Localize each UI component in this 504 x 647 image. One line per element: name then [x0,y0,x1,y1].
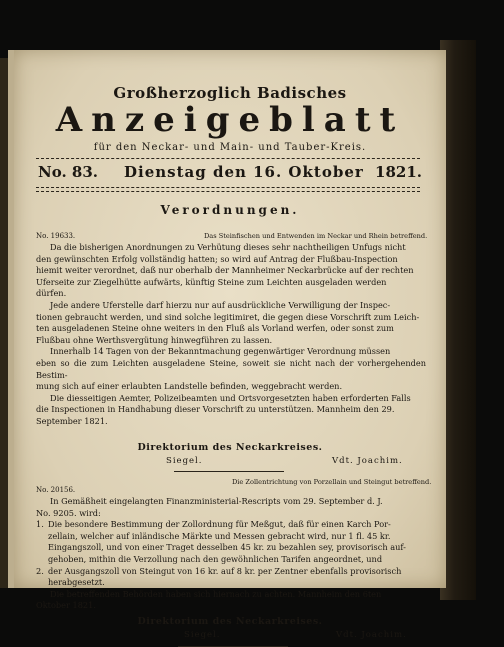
decree2-line: zellain, welcher auf inländische Märkte und Messen gebracht wird, nur 1 fl. 45 kr. [48,530,391,541]
decree1-line: dürfen. [36,288,67,299]
decree1-line: Innerhalb 14 Tagen von der Bekanntmachung gegenwärtiger Verordnung müssen [50,346,391,357]
decree1-line: den gewünschten Erfolg vollständig hatten; so wird auf Antrag der Flußbau-Inspection [36,253,398,264]
decree2-item-number: 1. [36,519,44,530]
issue-row [38,163,422,185]
masthead-title: Anzeigeblatt [55,100,405,140]
mid-rule [36,187,420,188]
section-title: Verordnungen. [160,203,300,217]
decree1-line: Jede andere Uferstelle darf hierzu nur auf ausdrückliche Verwilligung der Inspec- [50,299,391,310]
decree2-signature-org: Direktorium des Neckarkreises. [137,616,323,627]
decree1-line: die Inspectionen in Handhabung dieser Vorschrift zu unterstützen. Mannheim den 29. [36,404,395,415]
decree2-line: Die besondere Bestimmung der Zollordnung für Meßgut, daß für einen Karch Por- [48,519,391,530]
decree1-number: No. 19633. [36,232,76,240]
masthead-line1: Großherzoglich Badisches [113,84,347,102]
decree2-line: Die betreffenden Behörden haben sich hiernach zu achten. Mannheim den 6ten [50,588,382,599]
decree1-signature-org: Direktorium des Neckarkreises. [137,442,323,453]
decree1-line: Flußbau ohne Werthsvergütung hinwegführen zu lassen. [36,334,273,345]
newspaper-page [8,50,446,640]
decree1-body [36,242,426,428]
decree2-item-number: 2. [36,565,44,576]
decree2-signer: Vdt. Joachim. [336,630,407,640]
decree1-line: Da die bisherigen Anordnungen zu Verhütung dieses sehr nachtheiligen Unfugs nicht [50,242,406,252]
mid-rule-2 [36,191,420,192]
decree2-line: der Ausgangszoll von Steingut von 16 kr. auf 8 kr. per Zentner ebenfalls provisorisch [48,565,402,576]
issue-year: 1821. [375,163,422,181]
decree2-line: gehoben, mithin die Verzollung nach den gewöhnlichen Tarifen angeordnet, und [48,553,383,564]
decree1-line: hiemit weiter verordnet, daß nur oberhalb der Mannheimer Neckarbrücke auf der rechten [36,265,414,276]
masthead-subtitle: für den Neckar- und Main- und Tauber-Kreis. [93,142,367,153]
decree2-number: No. 20156. [36,486,76,494]
issue-number: No. 83. [38,163,98,181]
decree1-line: eben so die zum Leichten ausgeladene Steine, soweit sie nicht nach der vorhergehenden Bestim- [36,357,426,380]
decree2-seal: Siegel. [184,630,221,640]
decree2-line: Oktober 1821. [36,600,96,611]
decree2-line: No. 9205. wird: [36,507,101,518]
decree2-line: Eingangszoll, und von einer Traget desselben 45 kr. zu bezahlen sey, provisorisch auf- [48,542,406,553]
decree1-line: Uferseite zur Ziegelhütte aufwärts, künftig Steine zum Leichten ausgeladen werden [36,276,387,287]
decree1-signer: Vdt. Joachim. [332,456,403,466]
spine-shadow [0,58,8,588]
decree1-line: September 1821. [36,415,108,426]
decree2-line: In Gemäßheit eingelangten Finanzministerial-Rescripts vom 29. September d. J. [50,496,383,506]
decree2-subject: Die Zollentrichtung von Porzellain und Steingut betreffend. [232,478,432,486]
separator-rule [174,471,284,472]
top-rule [36,158,420,159]
decree2-body [36,496,426,612]
decree1-line: ten ausgeladenen Steine ohne weiters in den Fluß als Vorland werfen, oder sonst zum [36,323,394,334]
decree1-line: mung sich auf einer erlaubten Landstelle befinden, weggebracht werden. [36,381,343,392]
decree2-line: herabgesetzt. [48,577,105,588]
decree1-subject: Das Steinfischen und Entwenden im Neckar und Rhein betreffend. [204,232,428,240]
decree1-line: Die diesseitigen Aemter, Polizeibeamten und Ortsvorgesetzten haben erforderten Falls [50,392,411,403]
issue-date: Dienstag den 16. Oktober [124,163,364,181]
decree1-line: tionen gebraucht werden, und sind solche legitimiret, die gegen diese Vorschrift zum Leich- [36,311,420,322]
decree1-seal: Siegel. [166,456,203,466]
